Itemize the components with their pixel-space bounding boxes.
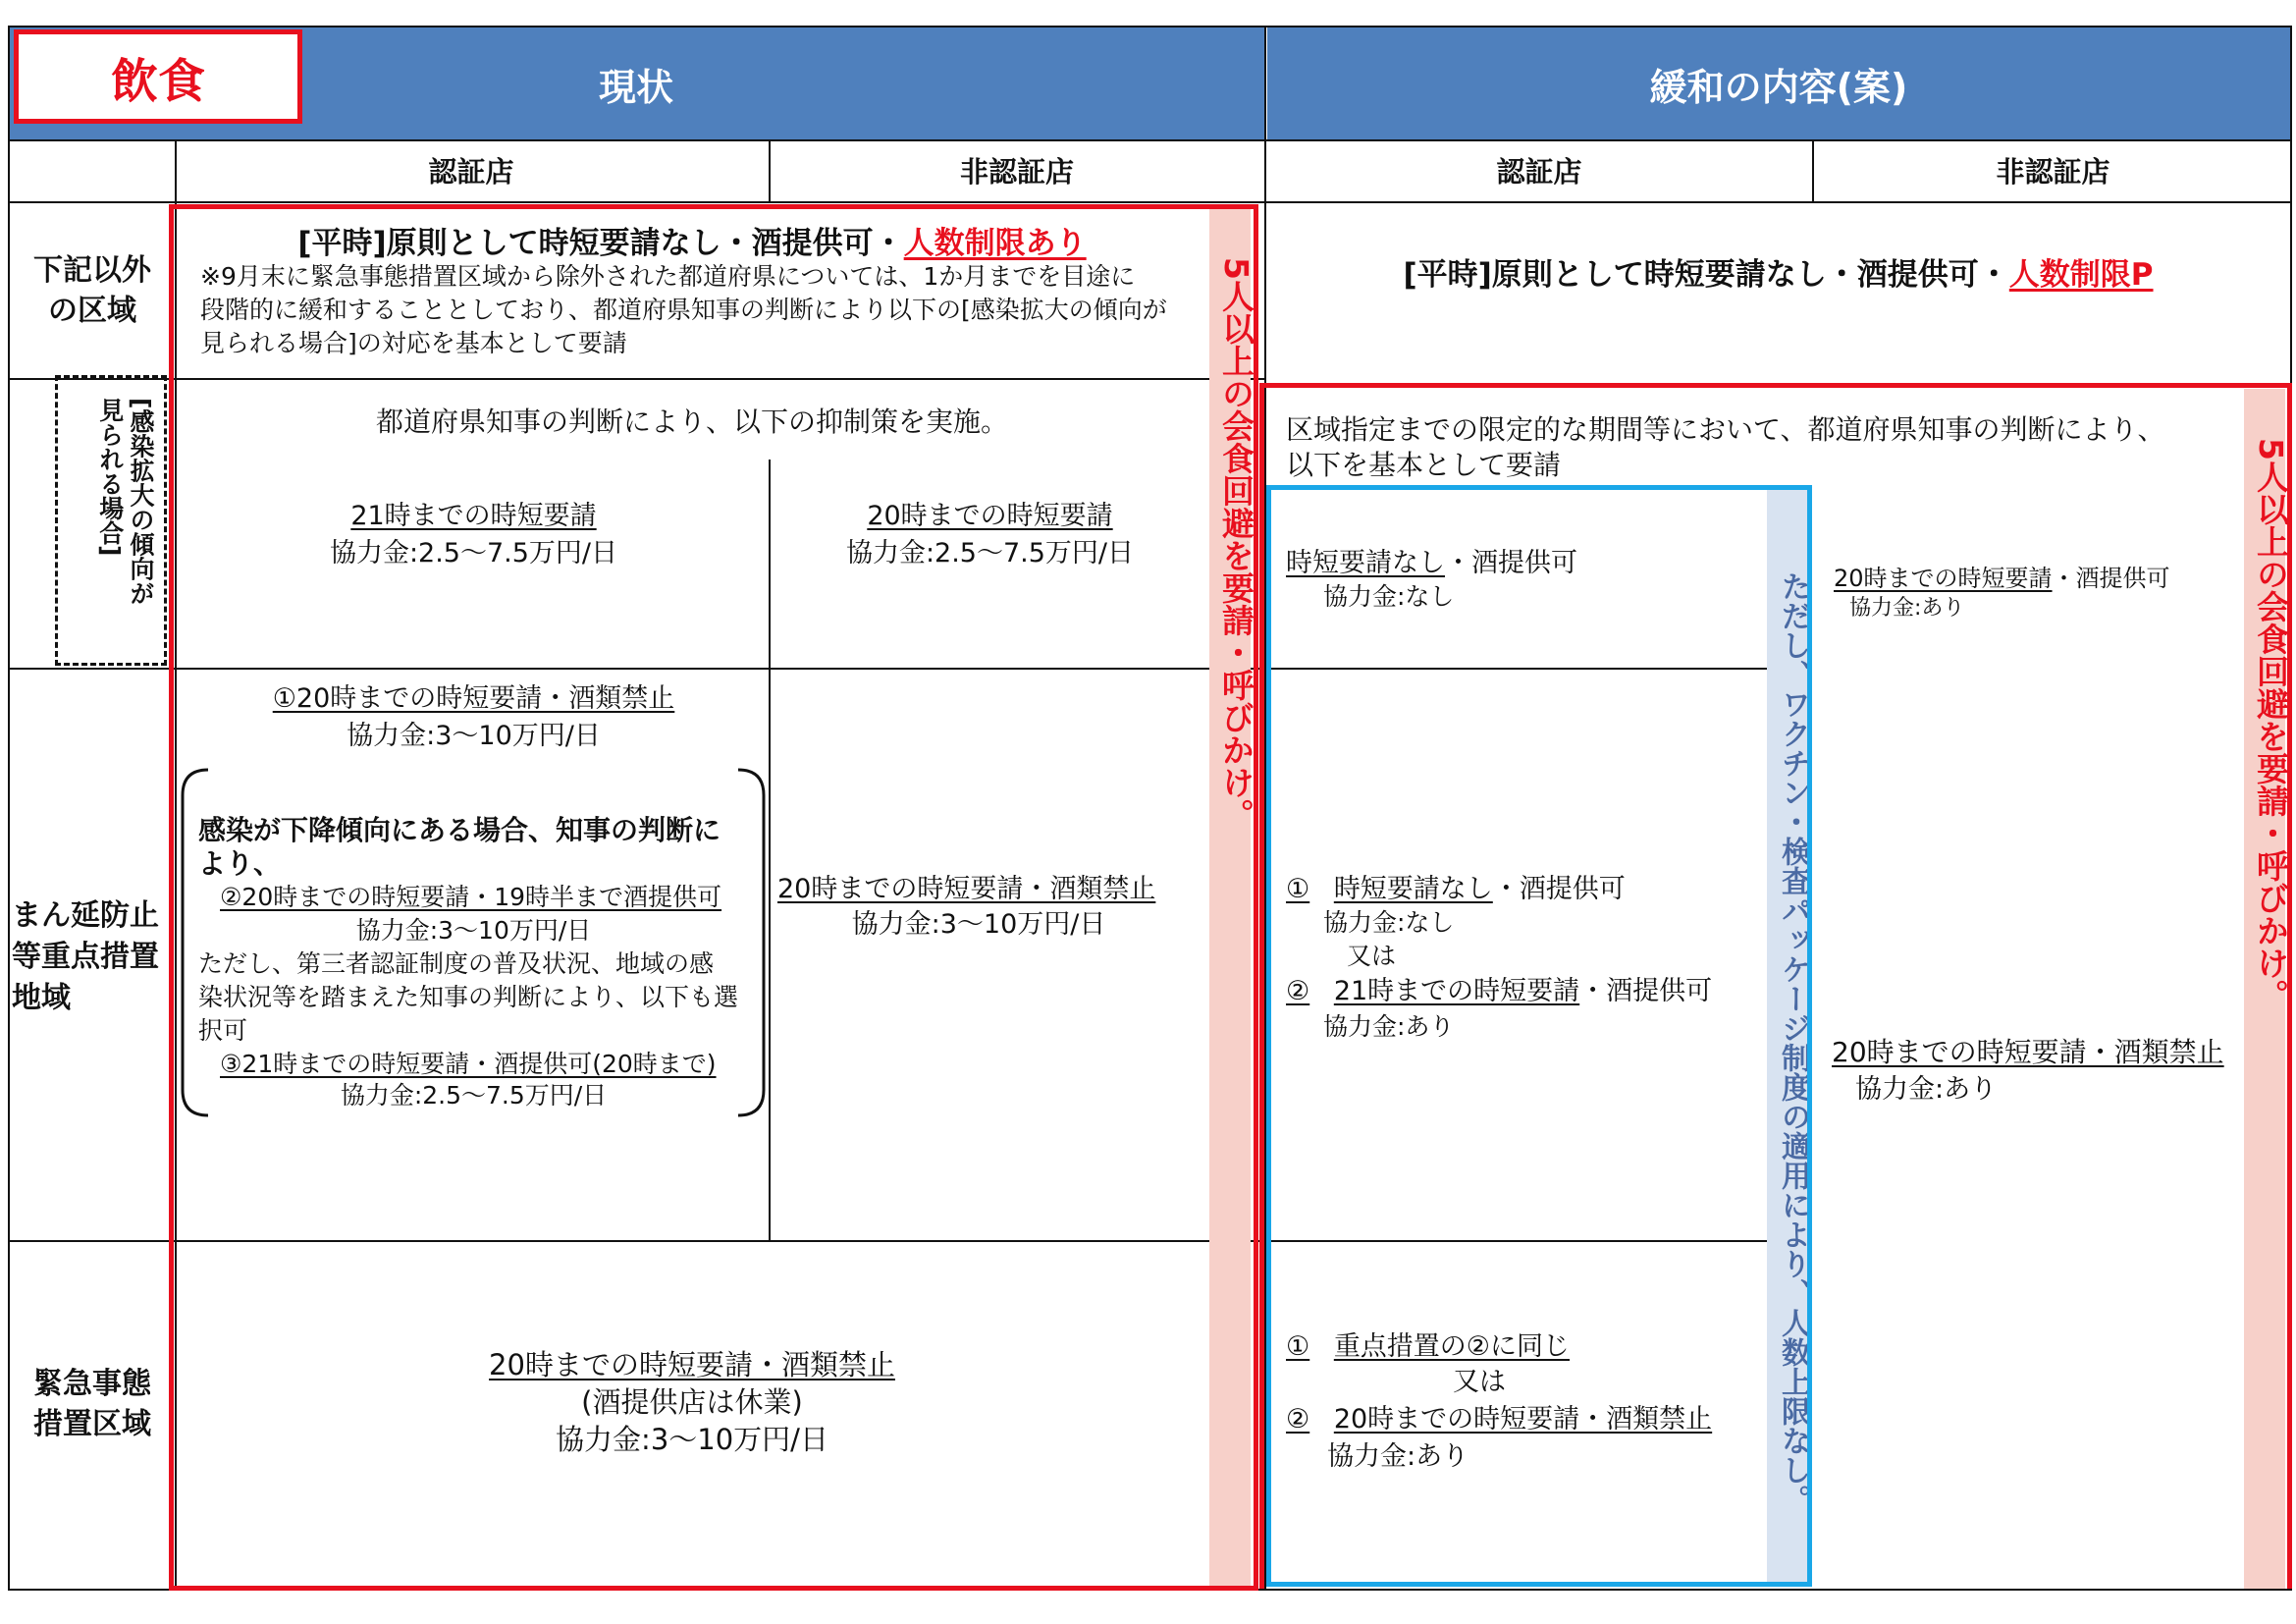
current-manen-cert-3-fee: 協力金:2.5〜7.5万円/日 <box>340 1081 608 1110</box>
proposed-normal-title <box>1266 255 2290 295</box>
proposed-tendency-cert-fee: 協力金:なし <box>1323 582 1455 611</box>
row-label-tendency-box <box>55 375 167 666</box>
proposed-tendency-noncert-fee: 協力金:あり <box>1849 596 1965 621</box>
current-red-frame <box>169 204 1258 1591</box>
row-label-manen: まん延防止 等重点措置 地域 <box>12 898 159 1015</box>
current-emerg-fee: 協力金:3〜10万円/日 <box>556 1423 828 1456</box>
subheader-current-cert: 認証店 <box>428 155 514 189</box>
proposed-red-frame <box>1259 383 2292 1589</box>
category-tag-label: 飲食 <box>110 53 205 109</box>
proposed-emerg-or: 又は <box>1453 1367 1506 1397</box>
header-proposed <box>1267 27 2290 139</box>
current-manen-cert-2-fee: 協力金:3〜10万円/日 <box>355 916 592 945</box>
row-label-other: 下記以外 の区域 <box>33 253 151 328</box>
header-current-label: 現状 <box>598 65 673 109</box>
current-emerg-title: 20時までの時短要請・酒類禁止 <box>489 1348 895 1381</box>
proposed-normal-title-red: 人数制限P <box>2008 257 2154 293</box>
current-emerg-sub: (酒提供店は休業) <box>581 1385 803 1419</box>
proposed-manen-cert-1-fee: 協力金:なし <box>1323 908 1455 937</box>
current-manen-box-1: 感染が下降傾向にある場合、知事の判断に <box>198 814 721 846</box>
category-tag <box>14 29 302 124</box>
proposed-tendency-cert-title-rest: ・酒提供可 <box>1445 548 1577 578</box>
current-manen-noncert-fee: 協力金:3〜10万円/日 <box>851 909 1106 940</box>
row-label-tendency: [感染拡大の傾向が 見られる場合] <box>95 398 155 606</box>
current-manen-note-3: 択可 <box>198 1016 248 1045</box>
proposed-tendency-cert-title-main: 時短要請なし <box>1286 548 1445 578</box>
proposed-normal-title-main: [平時]原則として時短要請なし・酒提供可・ <box>1403 257 2009 293</box>
header-proposed-label: 緩和の内容(案) <box>1649 65 1908 109</box>
proposed-emerg-2-main: 20時までの時短要請・酒類禁止 <box>1333 1404 1713 1435</box>
proposed-manen-cert-2-main: 21時までの時短要請 <box>1333 976 1580 1006</box>
current-normal-note-3: 見られる場合]の対応を基本として要請 <box>200 329 627 357</box>
proposed-manen-cert-1-num: ① <box>1286 874 1310 904</box>
current-manen-cert-2: ②20時までの時短要請・19時半まで酒提供可 <box>220 883 722 911</box>
current-manen-box-2: より、 <box>198 847 282 880</box>
current-manen-cert-3: ③21時までの時短要請・酒提供可(20時まで) <box>220 1050 717 1078</box>
current-normal-title-main: [平時]原則として時短要請なし・酒提供可・ <box>297 226 904 261</box>
proposed-emerg-fee: 協力金:あり <box>1327 1441 1469 1472</box>
proposed-emerg-1-num: ① <box>1286 1331 1310 1362</box>
proposed-emerg-1-main: 重点措置の②に同じ <box>1333 1331 1571 1362</box>
proposed-manen-cert-1-main: 時短要請なし <box>1333 874 1493 904</box>
proposed-manen-cert-2-num: ② <box>1286 976 1310 1006</box>
current-normal-note-2: 段階的に緩和することとしており、都道府県知事の判断により以下の[感染拡大の傾向が <box>200 296 1167 324</box>
current-tendency-noncert-fee: 協力金:2.5〜7.5万円/日 <box>845 538 1135 568</box>
proposed-manen-noncert-fee: 協力金:あり <box>1855 1074 1998 1105</box>
current-tendency-noncert-title: 20時までの時短要請 <box>867 501 1113 531</box>
current-normal-note-1: ※9月末に緊急事態措置区域から除外された都道府県については、1か月までを目途に <box>200 262 1136 291</box>
proposed-side-band-text: 5人以上の会食回避を要請・呼びかけ。 <box>2252 438 2290 1011</box>
current-manen-note-2: 染状況等を踏まえた知事の判断により、以下も選 <box>198 983 739 1011</box>
current-normal-title-red: 人数制限あり <box>903 226 1087 261</box>
current-side-band-text: 5人以上の会食回避を要請・呼びかけ。 <box>1217 257 1255 831</box>
proposed-manen-cert-2-rest: ・酒提供可 <box>1579 976 1713 1006</box>
row-label-emergency: 緊急事態 措置区域 <box>33 1367 151 1441</box>
proposed-tendency-noncert-title-main: 20時までの時短要請 <box>1834 565 2053 592</box>
proposed-manen-or: 又は <box>1347 942 1397 970</box>
subheader-proposed-noncert: 非認証店 <box>1996 155 2110 189</box>
proposed-manen-cert-1-rest: ・酒提供可 <box>1492 874 1626 904</box>
current-manen-cert-1-fee: 協力金:3〜10万円/日 <box>347 721 601 751</box>
proposed-manen-noncert-title: 20時までの時短要請・酒類禁止 <box>1832 1036 2224 1068</box>
proposed-tendency-intro-2: 以下を基本として要請 <box>1286 449 1562 481</box>
subheader-current-noncert: 非認証店 <box>959 155 1074 189</box>
current-tendency-cert-fee: 協力金:2.5〜7.5万円/日 <box>329 538 618 568</box>
proposed-manen-cert-2-fee: 協力金:あり <box>1323 1012 1455 1041</box>
proposed-tendency-noncert-title-rest: ・酒提供可 <box>2052 565 2170 592</box>
current-tendency-intro: 都道府県知事の判断により、以下の抑制策を実施。 <box>375 406 1008 438</box>
current-manen-note-1: ただし、第三者認証制度の普及状況、地域の感 <box>198 949 715 978</box>
current-manen-cert-1: ①20時までの時短要請・酒類禁止 <box>272 683 675 714</box>
proposed-tendency-intro-1: 区域指定までの限定的な期間等において、都道府県知事の判断により、 <box>1286 413 2165 446</box>
current-manen-noncert-title: 20時までの時短要請・酒類禁止 <box>777 874 1156 904</box>
vaccine-band-text: ただし、ワクチン・検査パッケージ制度の適用により、人数上限なし。 <box>1776 571 1810 1514</box>
current-tendency-cert-title: 21時までの時短要請 <box>350 501 597 531</box>
proposed-emerg-2-num: ② <box>1286 1404 1310 1435</box>
subheader-proposed-cert: 認証店 <box>1496 155 1582 189</box>
